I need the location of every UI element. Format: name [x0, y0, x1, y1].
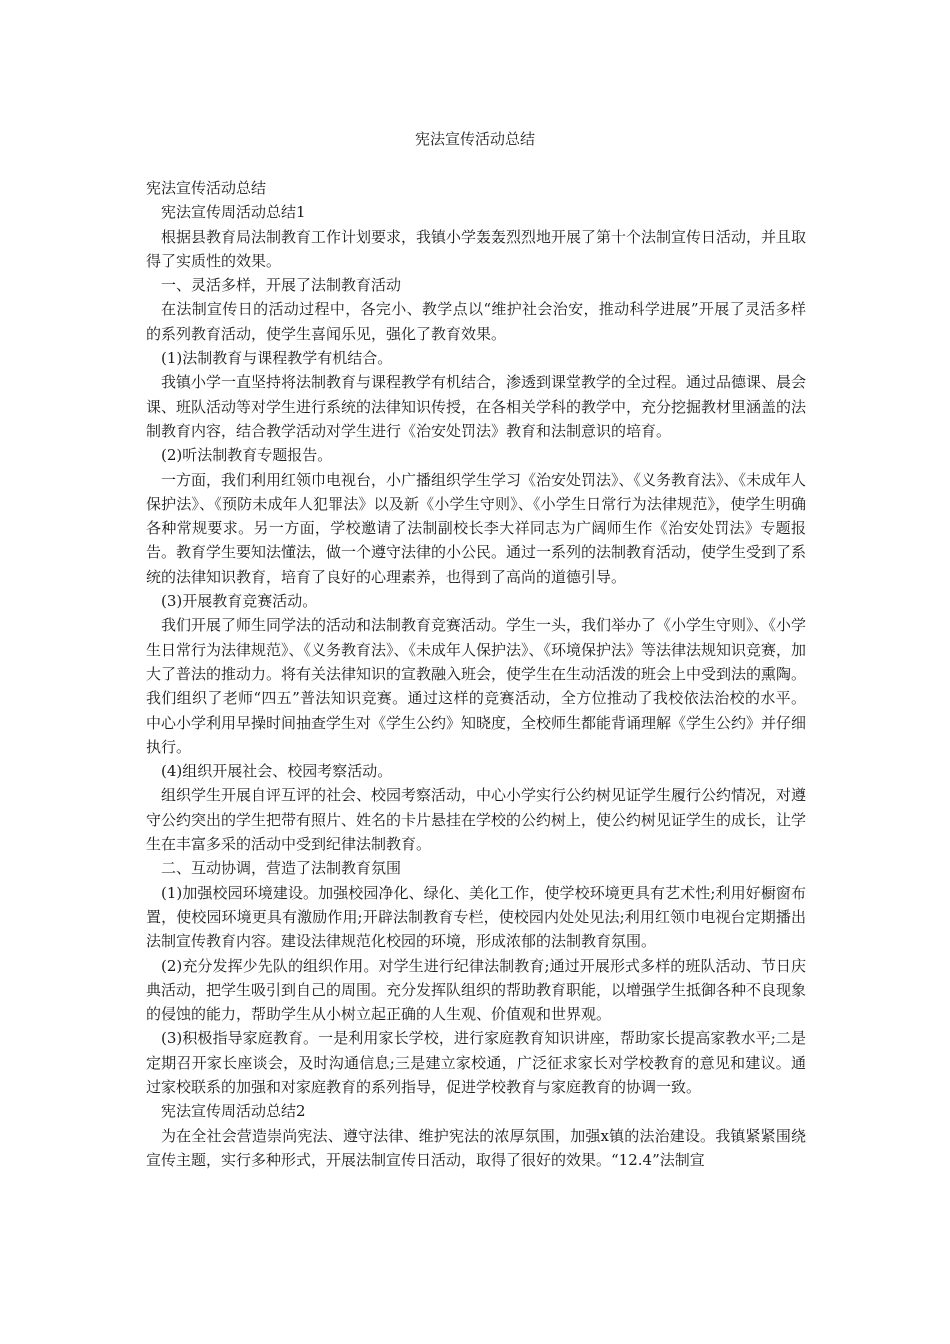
body-paragraph: 宪法宣传活动总结 [146, 179, 267, 197]
body-paragraph: 根据县教育局法制教育工作计划要求，我镇小学轰轰烈烈地开展了第十个法制宣传日活动，并且取得了实质性的效果。 [146, 227, 807, 270]
body-paragraph: (4)组织开展社会、校园考察活动。 [161, 762, 393, 781]
body-paragraph: (2)听法制教育专题报告。 [161, 446, 333, 465]
body-paragraph: (1)加强校园环境建设。加强校园净化、绿化、美化工作，使学校环境更具有艺术性;利用好橱窗布置，使校园环境更具有激励作用;开辟法制教育专栏，使校园内处处见法;利用红领巾电视台定期播出法制宣传教育内容。建设法律规范化校园的环境，形成浓郁的法制教育氛围。 [146, 883, 806, 951]
body-paragraph: 为在全社会营造崇尚宪法、遵守法律、维护宪法的浓厚氛围，加强x镇的法治建设。我镇紧紧围绕宣传主题，实行多种形式，开展法制宣传日活动，取得了很好的效果。“12.4”法制宣 [146, 1126, 806, 1169]
body-paragraph: 一方面，我们利用红领巾电视台，小广播组织学生学习《治安处罚法》、《义务教育法》、《未成年人保护法》、《预防未成年人犯罪法》以及新《小学生守则》、《小学生日常行为法律规范》，使学生明确各种常规要求。另一方面，学校邀请了法制副校长李大祥同志为广阔师生作《治安处罚法》专题报告。教育学生要知法懂法，做一个遵守法律的小公民。通过一系列的法制教育活动，使学生受到了系统的法律知识教育，培育了良好的心理素养，也得到了高尚的道德引导。 [146, 470, 807, 586]
document-body [146, 176, 806, 1172]
body-paragraph: 我们开展了师生同学法的活动和法制教育竞赛活动。学生一头，我们举办了《小学生守则》、《小学生日常行为法律规范》、《义务教育法》、《未成年人保护法》、《环境保护法》等法律法规知识竞赛，加大了普法的推动力。将有关法律知识的宣教融入班会，使学生在生动活泼的班会上中受到法的熏陶。我们组织了老师“四五”普法知识竞赛。通过这样的竞赛活动，全方位推动了我校依法治校的水平。中心小学利用早操时间抽查学生对《学生公约》知晓度，全校师生都能背诵理解《学生公约》并仔细执行。 [146, 616, 807, 756]
body-paragraph: 在法制宣传日的活动过程中，各完小、教学点以“维护社会治安，推动科学进展”开展了灵活多样的系列教育活动，使学生喜闻乐见，强化了教育效果。 [146, 300, 806, 343]
document-title: 宪法宣传活动总结 [414, 130, 535, 148]
body-paragraph: (3)开展教育竞赛活动。 [161, 592, 318, 611]
body-paragraph: (2)充分发挥少先队的组织作用。对学生进行纪律法制教育;通过开展形式多样的班队活动、节日庆典活动，把学生吸引到自己的周围。充分发挥队组织的帮助教育职能，以增强学生抵御各种不良现象的侵蚀的能力，帮助学生从小树立起正确的人生观、价值观和世界观。 [146, 956, 807, 1024]
body-paragraph: 组织学生开展自评互评的社会、校园考察活动，中心小学实行公约树见证学生履行公约情况，对遵守公约突出的学生把带有照片、姓名的卡片悬挂在学校的公约树上，使公约树见证学生的成长，让学生在丰富多采的活动中受到纪律法制教育。 [146, 786, 807, 854]
body-paragraph: 宪法宣传周活动总结1 [161, 203, 306, 222]
body-paragraph: (3)积极指导家庭教育。一是利用家长学校，进行家庭教育知识讲座，帮助家长提高家教水平;二是定期召开家长座谈会，及时沟通信息;三是建立家校通，广泛征求家长对学校教育的意见和建议。通过家校联系的加强和对家庭教育的系列指导，促进学校教育与家庭教育的协调一致。 [146, 1029, 806, 1096]
body-paragraph: 我镇小学一直坚持将法制教育与课程教学有机结合，渗透到课堂教学的全过程。通过品德课、晨会课、班队活动等对学生进行系统的法律知识传授，在各相关学科的教学中，充分挖掘教材里涵盖的法制教育内容，结合教学活动对学生进行《治安处罚法》教育和法制意识的培育。 [146, 373, 807, 440]
body-paragraph: 宪法宣传周活动总结2 [161, 1102, 306, 1121]
body-paragraph: 一、灵活多样，开展了法制教育活动 [161, 276, 402, 295]
body-paragraph: (1)法制教育与课程教学有机结合。 [161, 349, 393, 368]
body-paragraph: 二、互动协调，营造了法制教育氛围 [161, 859, 402, 878]
